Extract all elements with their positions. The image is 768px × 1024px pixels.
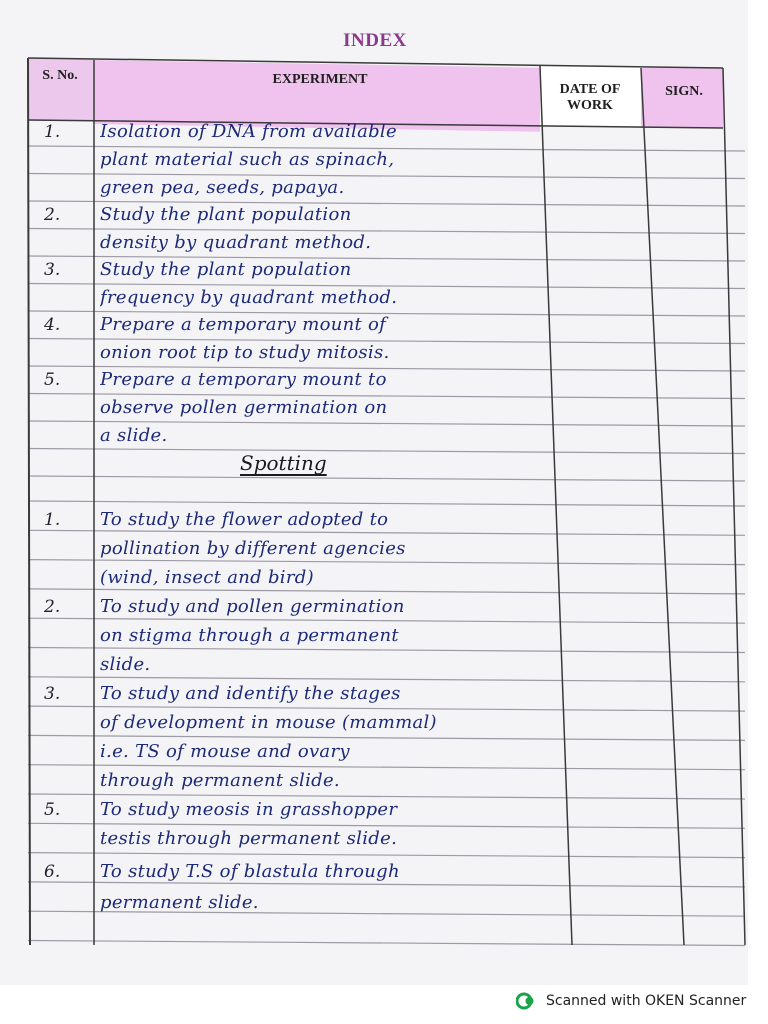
experiment-line: observe pollen germination on: [100, 397, 388, 418]
date-header-line1: DATE OF: [559, 82, 621, 97]
scanner-watermark: [516, 990, 746, 1012]
page-title: INDEX: [343, 30, 407, 51]
experiment-line: frequency by quadrant method.: [100, 287, 398, 308]
ruled-line: [28, 853, 745, 858]
experiment-number: 2.: [44, 205, 61, 225]
spotting-number: 3.: [44, 684, 61, 704]
spotting-line: on stigma through a permanent: [100, 625, 399, 646]
spotting-line: (wind, insect and bird): [100, 567, 314, 588]
spotting-number: 5.: [44, 800, 61, 820]
experiment-line: plant material such as spinach,: [100, 149, 395, 170]
spotting-heading: Spotting: [240, 451, 327, 475]
spotting-line: To study meosis in grasshopper: [100, 799, 398, 820]
spotting-line: To study T.S of blastula through: [100, 861, 400, 882]
experiment-line: onion root tip to study mitosis.: [100, 342, 390, 363]
experiment-number: 1.: [44, 122, 61, 142]
date-column-line: [641, 68, 684, 945]
spotting-line: pollination by different agencies: [100, 538, 406, 559]
experiment-line: Prepare a temporary mount of: [100, 314, 387, 335]
oken-scanner-logo-icon: [516, 991, 536, 1011]
spotting-line: To study and pollen germination: [100, 596, 405, 617]
left-border-line: [28, 58, 30, 945]
spotting-number: 1.: [44, 510, 61, 530]
spotting-line: To study the flower adopted to: [100, 509, 389, 530]
spotting-line: of development in mouse (mammal): [100, 712, 437, 733]
experiment-header: EXPERIMENT: [272, 72, 368, 87]
experiment-line: Prepare a temporary mount to: [100, 369, 387, 390]
experiment-line: density by quadrant method.: [100, 232, 372, 253]
date-header-line2: WORK: [567, 98, 613, 113]
spotting-line: testis through permanent slide.: [100, 828, 398, 849]
experiment-line: Study the plant population: [100, 204, 352, 225]
sign-header: SIGN.: [665, 84, 703, 99]
ruled-line: [28, 941, 745, 946]
experiment-number: 4.: [44, 315, 61, 335]
spotting-line: through permanent slide.: [100, 770, 340, 791]
ruled-line: [28, 476, 745, 481]
spotting-number: 2.: [44, 597, 61, 617]
experiment-line: green pea, seeds, papaya.: [100, 177, 345, 198]
sno-header: S. No.: [42, 68, 78, 83]
experiment-line: Isolation of DNA from available: [100, 121, 397, 142]
experiment-number: 3.: [44, 260, 61, 280]
spotting-line: i.e. TS of mouse and ovary: [100, 741, 350, 762]
experiment-line: Study the plant population: [100, 259, 352, 280]
spotting-number: 6.: [44, 862, 61, 882]
spotting-line: slide.: [100, 654, 151, 675]
experiment-line: a slide.: [100, 425, 168, 446]
scanner-text: Scanned with OKEN Scanner: [546, 993, 747, 1009]
header-top-line: [28, 58, 723, 68]
spotting-line: To study and identify the stages: [100, 683, 401, 704]
spotting-line: permanent slide.: [100, 892, 259, 913]
experiment-number: 5.: [44, 370, 61, 390]
